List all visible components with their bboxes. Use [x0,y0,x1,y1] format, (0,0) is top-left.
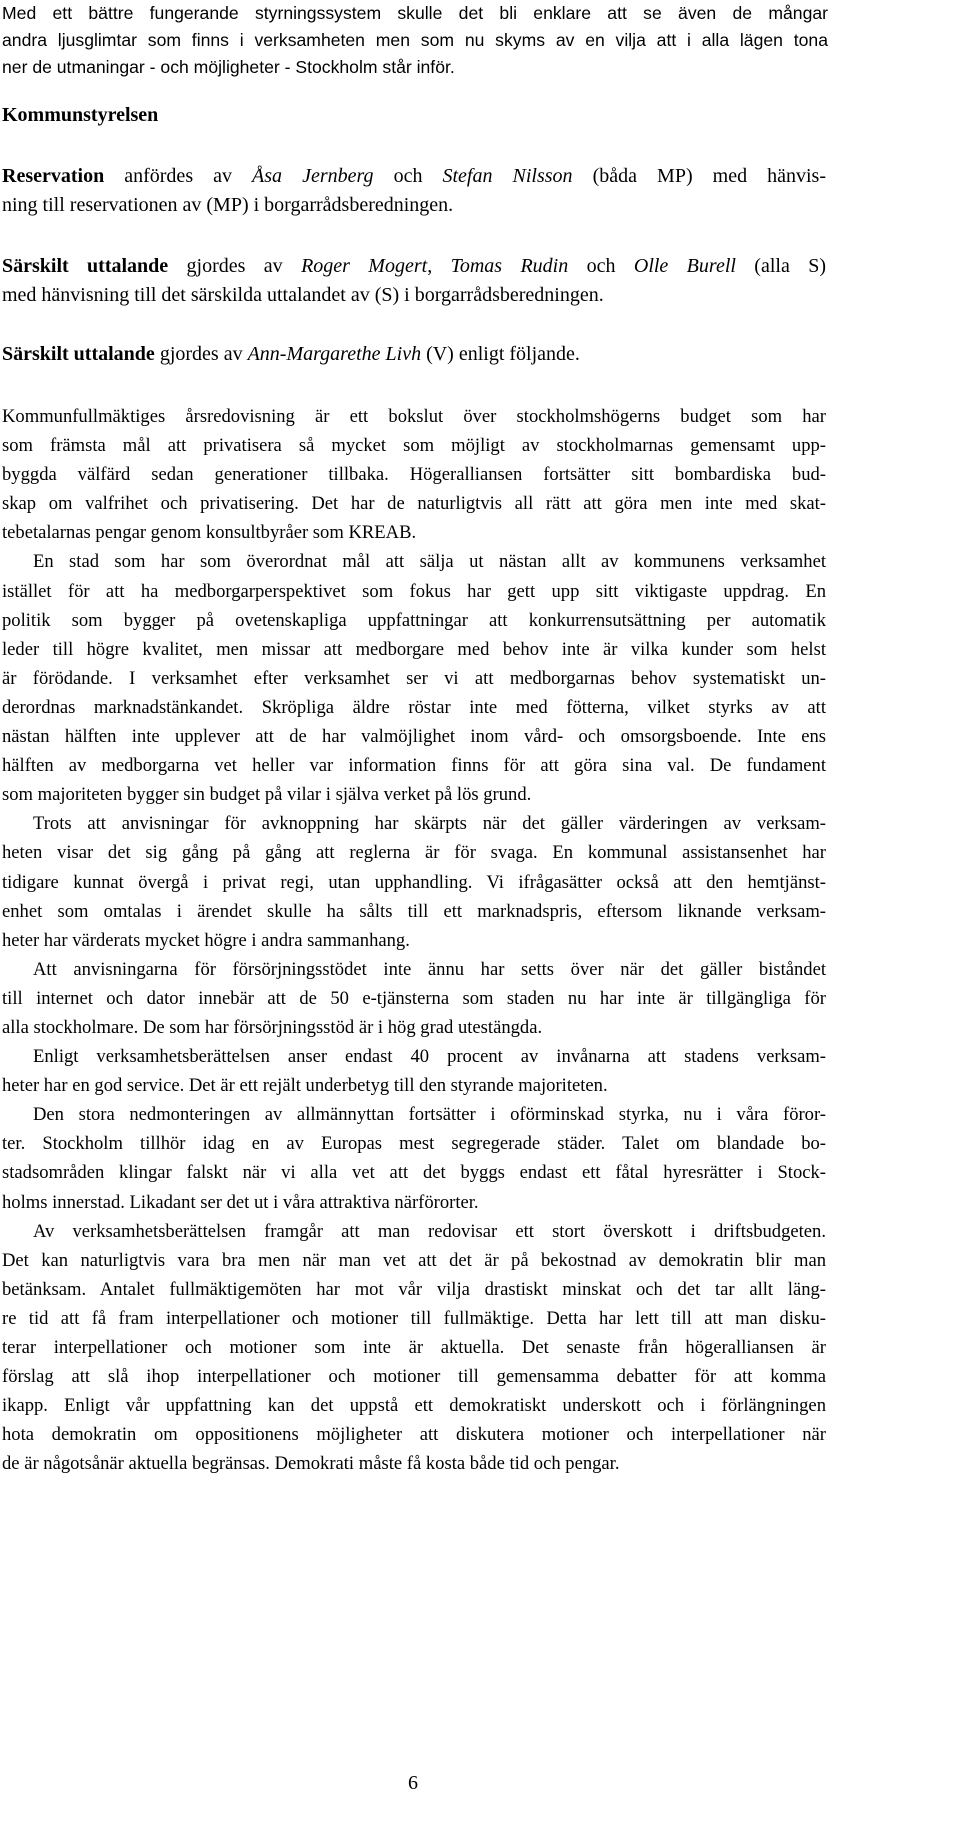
body-line: Det kan naturligtvis vara bra men när man vet att det är på bekostnad av demokratin blir man [2,1249,826,1271]
body-line: betänksam. Antalet fullmäktigemöten har mot vår vilja drastiskt minskat och det tar allt läng- [2,1278,826,1300]
statement-line [2,340,580,369]
section-heading: Kommunstyrelsen [2,104,159,126]
body-line: som främsta mål att privatisera så mycket som möjligt av stockholmarnas gemensamt upp- [2,435,826,457]
body-line: derordnas marknadstänkandet. Skröpliga äldre röstar inte med fötterna, vilket styrks av att [2,696,826,718]
body-line: terar interpellationer och motioner som inte är aktuella. Det senaste från högeralliansen är [2,1337,826,1358]
intro-line: andra ljusglimtar som finns i verksamheten men som nu skyms av en vilja att i alla lägen tona [2,30,828,50]
body-line: till internet och dator innebär att de 50 e-tjänsterna som staden nu har inte är tillgängliga för [2,987,826,1009]
person-name: Stefan Nilsson [442,165,573,187]
text-run: gjordes av [168,255,302,277]
intro-paragraph [2,0,828,81]
body-line: istället för att ha medborgarperspektivet som fokus har gett upp sitt viktigaste uppdrag. En [2,580,826,602]
reservation-paragraph [2,162,826,220]
body-line: hälften av medborgarna vet heller var information finns för att göra sina val. De fundament [2,755,826,777]
body-line: hota demokratin om oppositionens möjligheter att diskutera motioner och interpellationer när [2,1424,826,1446]
page-number: 6 [408,1772,418,1794]
body-line: enhet som omtalas i ärendet skulle ha sålts till ett marknadspris, eftersom liknande verksam- [2,900,826,922]
body-line: alla stockholmare. De som har försörjningsstöd är i hög grad utestängda. [2,1016,543,1038]
statement-s-paragraph [2,252,826,310]
body-line: politik som bygger på ovetenskapliga uppfattningar att konkurrensutsättning per automatik [2,609,826,631]
text-run: (alla S) [735,255,826,277]
person-name: Roger Mogert [301,255,428,277]
text-run: (V) enligt följande. [421,343,580,365]
body-line: skap om valfrihet och privatisering. Det har de naturligtvis all rätt att göra men inte med skat- [2,493,826,515]
body-line: ter. Stockholm tillhör idag en av Europas mest segregerade städer. Talet om blandade bo- [2,1133,826,1155]
body-line: ikapp. Enligt vår uppfattning kan det uppstå ett demokratiskt underskott och i förlängningen [2,1395,826,1417]
body-line: stadsområden klingar falskt när vi alla vet att det byggs endast ett fåtal hyresrätter i Stock- [2,1162,826,1184]
reservation-label: Reservation [2,165,105,187]
body-line: holms innerstad. Likadant ser det ut i våra attraktiva närförorter. [2,1191,479,1213]
statement-label: Särskilt uttalande [2,255,169,277]
body-line: tidigare kunnat övergå i privat regi, utan upphandling. Vi ifrågasätter också att den hemtjänst- [2,871,826,893]
body-line: En stad som har som överordnat mål att sälja ut nästan allt av kommunens verksamhet [33,551,826,573]
body-line: leder till högre kvalitet, men missar att medborgare med behov inte är vilka kunder som helst [2,638,826,660]
body-line: Enligt verksamhetsberättelsen anser endast 40 procent av invånarna att stadens verksam- [33,1046,826,1068]
intro-line: ner de utmaningar - och möjligheter - Stockholm står inför. [2,57,455,77]
body-line: Kommunfullmäktiges årsredovisning är ett bokslut över stockholmshögerns budget som har [2,406,826,427]
body-line: re tid att få fram interpellationer och motioner till fullmäktige. Detta har lett till att man disku- [2,1307,826,1329]
body-line: Den stora nedmonteringen av allmännyttan fortsätter i oförminskad styrka, nu i våra föror- [33,1104,826,1126]
body-line: är förödande. I verksamhet efter verksamhet ser vi att medborgarnas behov systematiskt un- [2,667,826,689]
person-name: Olle Burell [633,255,736,277]
text-run: gjordes av [154,343,248,365]
person-name: Åsa Jernberg [252,165,374,187]
statement-v-paragraph [2,340,580,369]
body-line: tebetalarnas pengar genom konsultbyråer som KREAB. [2,522,417,544]
intro-line: Med ett bättre fungerande styrningssystem skulle det bli enklare att se även de mångar [2,3,828,23]
person-name: Ann-Margarethe Livh [247,343,422,365]
statement-line [2,252,826,281]
body-line: nästan hälften inte upplever att de har valmöjlighet inom vård- och omsorgsboende. Inte ens [2,726,826,748]
statement-label: Särskilt uttalande [2,343,155,365]
body-line: de är någotsånär aktuella begränsas. Demokrati måste få kosta både tid och pengar. [2,1453,620,1475]
statement-body [2,402,826,1478]
text-run: , [427,255,451,277]
body-line: som majoriteten bygger sin budget på vilar i själva verket på lös grund. [2,784,532,806]
text-run: anfördes av [104,165,253,187]
text-run: och [373,165,443,187]
body-line: Av verksamhetsberättelsen framgår att man redovisar ett stort överskott i driftsbudgeten. [33,1220,826,1242]
body-line: Trots att anvisningar för avknoppning har skärpts när det gäller värderingen av verksam- [33,813,826,835]
text-run: (båda MP) med hänvis- [572,165,826,187]
body-line: förslag att slå ihop interpellationer och motioner till gemensamma debatter för att komma [2,1366,826,1388]
reservation-line [2,162,826,191]
body-line: heter har värderats mycket högre i andra sammanhang. [2,929,410,951]
body-line: heten visar det sig gång på gång att reglerna är för svaga. En kommunal assistansenhet har [2,842,826,864]
person-name: Tomas Rudin [450,255,569,277]
body-line: Att anvisningarna för försörjningsstödet inte ännu har setts över när det gäller biståndet [33,958,826,980]
statement-line: med hänvisning till det särskilda uttalandet av (S) i borgarrådsberedningen. [2,284,604,306]
reservation-line: ning till reservationen av (MP) i borgarrådsberedningen. [2,194,454,216]
body-line: heter har en god service. Det är ett rejält underbetyg till den styrande majoriteten. [2,1075,608,1097]
body-line: byggda välfärd sedan generationer tillbaka. Högeralliansen fortsätter sitt bombardiska bud- [2,464,826,486]
text-run: och [568,255,634,277]
